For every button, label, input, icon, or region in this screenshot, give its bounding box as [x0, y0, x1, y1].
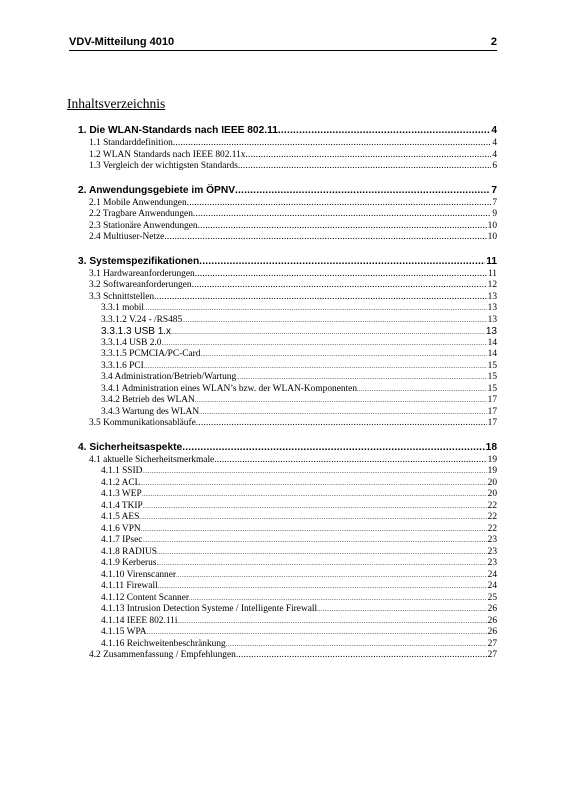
toc-entry[interactable] — [78, 650, 497, 662]
dot-leader — [195, 269, 487, 281]
dot-leader — [161, 338, 486, 350]
toc-entry[interactable] — [78, 292, 497, 304]
toc-entry-label: 3.3 Schnittstellen — [89, 291, 155, 302]
toc-entry-label: 3.5 Kommunikationsabläufe — [89, 418, 196, 428]
toc-entry[interactable] — [78, 161, 497, 173]
section-gap — [78, 244, 497, 255]
toc-entry-label: 3.4.3 Wartung des WLAN — [101, 406, 200, 417]
toc-entry-page: 14 — [487, 349, 497, 359]
dot-leader — [182, 315, 486, 327]
toc-entry-page: 22 — [487, 523, 497, 534]
toc-entry-page: 11 — [487, 268, 497, 279]
toc-entry-label: 1.3 Vergleich der wichtigsten Standards — [89, 161, 238, 171]
toc-entry[interactable] — [78, 395, 497, 407]
toc-chapter-entry[interactable] — [78, 184, 497, 198]
toc-entry-label: 2.4 Multiuser-Netze — [89, 232, 165, 242]
toc-entry-page: 4 — [492, 138, 497, 148]
page-header — [69, 36, 497, 51]
dot-leader — [141, 524, 487, 536]
toc-entry-label: 4.1.5 AES — [101, 512, 140, 522]
toc-entry-page: 22 — [487, 500, 497, 511]
dot-leader — [317, 604, 487, 616]
dot-leader — [143, 501, 487, 513]
toc-entry-label: 1.2 WLAN Standards nach IEEE 802.11x — [89, 149, 246, 160]
toc-entry-label: 2.1 Mobile Anwendungen — [89, 197, 187, 208]
dot-leader — [192, 280, 487, 292]
toc-entry[interactable] — [78, 570, 497, 582]
toc-entry-label: 1.1 Standarddefinition — [89, 138, 173, 148]
toc-entry-label: 3.3.1.3 USB 1.x — [101, 326, 172, 337]
dot-leader — [144, 303, 487, 315]
dot-leader — [214, 455, 486, 467]
toc-entry-page: 17 — [487, 395, 497, 405]
toc-entry-page: 19 — [487, 466, 497, 476]
header-page-number: 2 — [490, 36, 497, 48]
toc-entry[interactable] — [78, 547, 497, 559]
toc-entry-label: 2. Anwendungsgebiete im ÖPNV — [78, 184, 235, 196]
toc-entry-label: 4.1.7 IPsec — [101, 535, 143, 545]
dot-leader — [245, 150, 491, 162]
toc-entry[interactable] — [78, 489, 497, 501]
toc-entry[interactable] — [78, 384, 497, 396]
toc-entry-label: 3.3.1 mobil — [101, 303, 144, 313]
dot-leader — [173, 138, 491, 150]
toc-entry-page: 22 — [487, 512, 497, 522]
toc-entry-page: 18 — [485, 441, 497, 453]
toc-entry-page: 4 — [492, 149, 497, 160]
toc-entry-page: 14 — [487, 337, 497, 348]
dot-leader — [236, 372, 486, 384]
toc-entry-page: 4 — [491, 125, 497, 136]
toc-entry[interactable] — [78, 478, 497, 490]
toc-entry-page: 20 — [487, 477, 497, 488]
dot-leader — [142, 535, 486, 547]
toc-entry-label: 2.2 Tragbare Anwendungen — [89, 209, 193, 219]
toc-entry-label: 4.1.14 IEEE 802.11i — [101, 615, 178, 626]
toc-entry[interactable] — [78, 232, 497, 244]
dot-leader — [142, 489, 487, 501]
toc-entry-page: 27 — [487, 650, 497, 660]
toc-entry-page: 13 — [487, 314, 497, 325]
toc-entry-page: 15 — [487, 383, 497, 394]
dot-leader — [144, 361, 487, 373]
toc-entry-page: 23 — [487, 558, 497, 568]
toc-chapter-entry[interactable] — [78, 441, 497, 455]
toc-entry-label: 3. Systemspezifikationen — [78, 255, 200, 267]
dot-leader — [164, 232, 486, 244]
dot-leader — [236, 650, 487, 662]
toc-entry[interactable] — [78, 604, 497, 616]
toc-entry[interactable] — [78, 209, 497, 221]
toc-entry[interactable] — [78, 558, 497, 570]
toc-entry[interactable] — [78, 466, 497, 478]
dot-leader — [201, 349, 487, 361]
toc-entry-label: 4.1.1 SSID — [101, 466, 143, 476]
dot-leader — [238, 161, 491, 173]
toc-entry[interactable] — [78, 198, 497, 210]
dot-leader — [176, 570, 487, 582]
toc-entry-page: 15 — [487, 360, 497, 371]
toc-entry[interactable] — [78, 269, 497, 281]
toc-entry-page: 27 — [487, 638, 497, 649]
toc-entry[interactable] — [78, 221, 497, 233]
toc-chapter-entry[interactable] — [78, 255, 497, 269]
dot-leader — [156, 558, 486, 570]
toc-entry[interactable] — [78, 315, 497, 327]
dot-leader — [187, 198, 492, 210]
toc-entry[interactable] — [78, 455, 497, 467]
toc-entry-label: 3.3.1.5 PCMCIA/PC-Card — [101, 349, 201, 359]
dot-leader — [147, 627, 487, 639]
toc-entry[interactable] — [78, 280, 497, 292]
dot-leader — [226, 639, 487, 651]
toc-entry-label: 4. Sicherheitsaspekte — [78, 441, 183, 453]
toc-entry-page: 11 — [486, 255, 497, 267]
header-title: VDV-Mitteilung 4010 — [69, 36, 175, 48]
toc-entry-label: 4.1.9 Kerberus — [101, 558, 157, 568]
toc-entry-page: 17 — [487, 418, 497, 428]
toc-entry-label: 4.1.11 Firewall — [101, 581, 158, 591]
dot-leader — [199, 255, 485, 269]
dot-leader — [142, 466, 486, 478]
toc-entry[interactable] — [78, 501, 497, 513]
toc-entry[interactable] — [78, 418, 497, 430]
toc-entry[interactable] — [78, 138, 497, 150]
dot-leader — [196, 418, 487, 430]
toc-entry-page: 13 — [485, 326, 497, 337]
table-of-contents — [78, 124, 497, 662]
toc-entry-page: 10 — [487, 232, 497, 242]
toc-entry-page: 9 — [492, 209, 497, 219]
toc-entry-page: 26 — [487, 604, 497, 614]
toc-entry-page: 23 — [487, 535, 497, 545]
toc-entry-label: 4.1 aktuelle Sicherheitsmerkmale — [89, 454, 215, 465]
toc-entry[interactable] — [78, 303, 497, 315]
toc-entry-label: 4.1.2 ACL — [101, 477, 141, 488]
toc-entry-page: 7 — [492, 197, 497, 208]
toc-entry-label: 3.3.1.6 PCI — [101, 360, 144, 371]
toc-entry-page: 17 — [487, 406, 497, 417]
toc-entry-page: 26 — [487, 627, 497, 637]
toc-entry-label: 3.3.1.4 USB 2.0 — [101, 337, 162, 348]
toc-entry-page: 26 — [487, 615, 497, 626]
toc-entry-label: 3.1 Hardwareanforderungen — [89, 268, 195, 279]
dot-leader — [193, 209, 491, 221]
toc-entry[interactable] — [78, 535, 497, 547]
toc-entry-label: 4.1.12 Content Scanner — [101, 592, 190, 603]
dot-leader — [158, 581, 487, 593]
toc-entry-label: 4.1.8 RADIUS — [101, 546, 157, 557]
toc-entry-label: 3.4.2 Betrieb des WLAN — [101, 395, 195, 405]
toc-entry[interactable] — [78, 639, 497, 651]
dot-leader — [139, 512, 486, 524]
dot-leader — [278, 124, 490, 138]
toc-entry[interactable] — [78, 326, 497, 338]
toc-entry[interactable] — [78, 627, 497, 639]
dot-leader — [199, 407, 487, 419]
dot-leader — [177, 616, 486, 628]
toc-entry-label: 1. Die WLAN-Standards nach IEEE 802.11 — [78, 125, 278, 136]
toc-entry-label: 4.1.15 WPA — [101, 627, 147, 637]
toc-entry-label: 4.1.3 WEP — [101, 489, 142, 499]
toc-entry-page: 20 — [487, 489, 497, 499]
toc-entry-label: 4.1.4 TKIP — [101, 500, 143, 511]
toc-entry-page: 13 — [487, 303, 497, 313]
dot-leader — [235, 184, 490, 198]
dot-leader — [140, 478, 486, 490]
toc-entry-page: 25 — [487, 592, 497, 603]
toc-entry-page: 13 — [487, 291, 497, 302]
dot-leader — [154, 292, 487, 304]
dot-leader — [171, 327, 485, 338]
toc-entry-page: 10 — [487, 220, 497, 231]
section-gap — [78, 173, 497, 184]
toc-entry[interactable] — [78, 372, 497, 384]
toc-entry-label: 3.3.1.2 V.24 - /RS485 — [101, 314, 183, 325]
toc-entry-page: 24 — [487, 569, 497, 580]
toc-entry-page: 12 — [487, 280, 497, 290]
toc-entry[interactable] — [78, 616, 497, 628]
toc-entry[interactable] — [78, 524, 497, 536]
dot-leader — [357, 384, 487, 396]
toc-entry[interactable] — [78, 512, 497, 524]
toc-entry[interactable] — [78, 361, 497, 373]
toc-entry-label: 4.1.6 VPN — [101, 523, 141, 534]
toc-chapter-entry[interactable] — [78, 124, 497, 138]
toc-entry-label: 3.2 Softwareanforderungen — [89, 280, 192, 290]
toc-entry-page: 19 — [487, 454, 497, 465]
toc-heading: Inhaltsverzeichnis — [67, 96, 166, 111]
dot-leader — [195, 395, 487, 407]
toc-entry[interactable] — [78, 581, 497, 593]
toc-entry-label: 2.3 Stationäre Anwendungen — [89, 220, 198, 231]
section-gap — [78, 430, 497, 441]
toc-entry-page: 15 — [487, 372, 497, 382]
toc-entry-page: 23 — [487, 546, 497, 557]
dot-leader — [182, 441, 484, 455]
toc-entry[interactable] — [78, 407, 497, 419]
toc-entry-page: 6 — [492, 161, 497, 171]
toc-entry-page: 24 — [487, 581, 497, 591]
toc-entry-page: 7 — [491, 184, 497, 196]
toc-entry-label: 4.2 Zusammenfassung / Empfehlungen — [89, 650, 236, 660]
dot-leader — [189, 593, 487, 605]
toc-entry-label: 3.4.1 Administration eines WLAN’s bzw. der WLAN-Komponenten — [101, 383, 358, 394]
dot-leader — [157, 547, 487, 559]
toc-entry[interactable] — [78, 349, 497, 361]
toc-entry-label: 3.4 Administration/Betrieb/Wartung — [101, 372, 237, 382]
dot-leader — [198, 221, 487, 233]
toc-entry-label: 4.1.16 Reichweitenbeschränkung — [101, 638, 226, 649]
toc-entry-label: 4.1.13 Intrusion Detection Systeme / Intelligente Firewall — [101, 604, 318, 614]
toc-entry[interactable] — [78, 338, 497, 350]
toc-entry-label: 4.1.10 Virenscanner — [101, 569, 177, 580]
toc-entry[interactable] — [78, 150, 497, 162]
toc-entry[interactable] — [78, 593, 497, 605]
